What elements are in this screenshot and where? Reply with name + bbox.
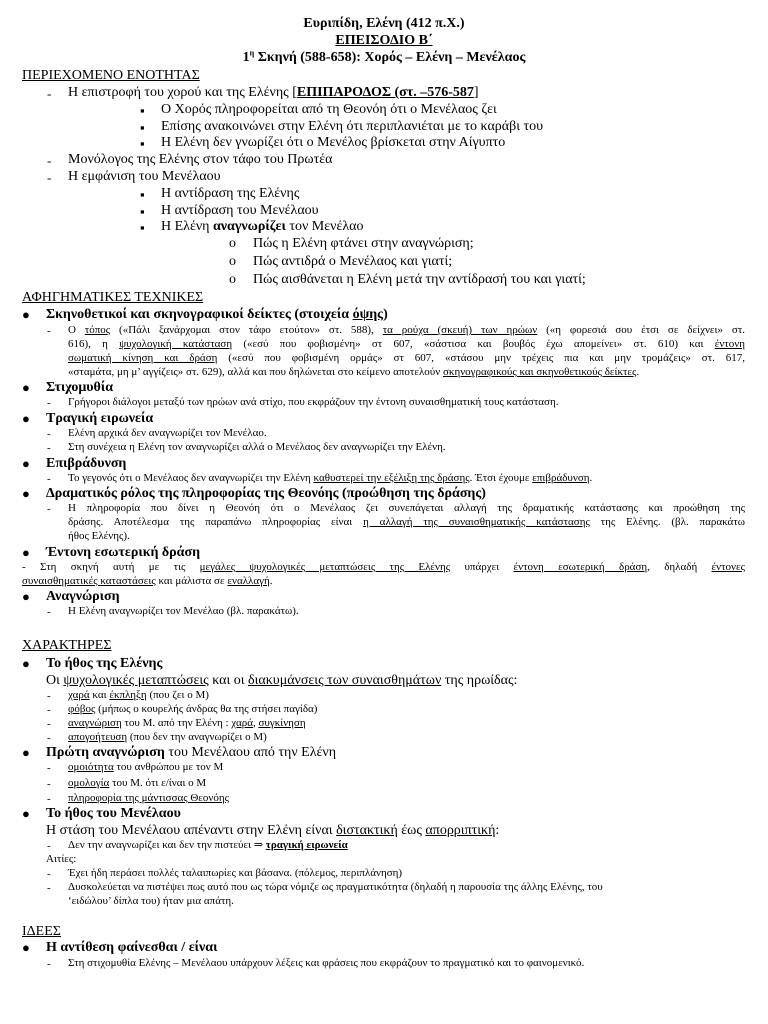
content-subitem: Η Ελένη δεν γνωρίζει ότι ο Μενέλος βρίσκεται στην Αίγυπτο bbox=[161, 135, 506, 150]
text-run-underlined: διακυμάνσεις των συναισθημάτων bbox=[248, 673, 442, 688]
idea-title: Η αντίθεση φαίνεσθαι / είναι bbox=[46, 940, 218, 955]
content-subitem: Επίσης ανακοινώνει στην Ελένη ότι περιπλανιέται με το καράβι του bbox=[161, 119, 544, 134]
text-run-underlined: αναγνώριση bbox=[68, 717, 122, 729]
question-item: Πώς η Ελένη φτάνει στην αναγνώριση; bbox=[253, 236, 474, 251]
circle-bullet: o bbox=[229, 254, 236, 269]
text-run: και bbox=[89, 689, 110, 701]
technique-title: Αναγνώριση bbox=[46, 589, 120, 604]
technique-text-line bbox=[68, 517, 745, 528]
square-bullet: ▪ bbox=[140, 187, 145, 202]
subitem-text: τον Μενέλαο bbox=[285, 219, 364, 234]
text-run-underlined: τόπος bbox=[84, 324, 111, 336]
techniques-heading: ΑΦΗΓΗΜΑΤΙΚΕΣ ΤΕΧΝΙΚΕΣ bbox=[22, 290, 204, 305]
text-run: («Πάλι ξανάρχομαι στον τάφο ετούτον» στ. 588), bbox=[110, 324, 383, 336]
text-run-underlined: σκηνογραφικούς και σκηνοθετικούς δείκτες bbox=[442, 366, 637, 378]
subitem-text: Η Ελένη bbox=[161, 219, 213, 234]
scene-heading bbox=[0, 48, 768, 65]
technique-text-line bbox=[68, 339, 745, 350]
character-text-line bbox=[68, 840, 348, 851]
square-bullet: ▪ bbox=[140, 103, 145, 118]
dash-bullet: - bbox=[47, 762, 51, 774]
round-bullet: ● bbox=[22, 745, 30, 760]
character-text-line bbox=[68, 732, 267, 743]
text-run: 616), η bbox=[68, 338, 120, 350]
text-run-bold-underlined: τραγική ειρωνεία bbox=[265, 839, 348, 851]
content-item-text: Η επιστροφή του χορού και της Ελένης [ bbox=[68, 85, 297, 100]
text-run: του Μ. ότι ε/ίναι ο Μ bbox=[109, 777, 207, 789]
dash-bullet: - bbox=[47, 606, 51, 618]
text-run-underlined: εναλλαγή bbox=[227, 575, 270, 587]
text-run: Ο bbox=[68, 324, 85, 336]
character-text-line: Έχει ήδη περάσει πολλές ταλαιπωρίες και βάσανα. (πόλεμος, περιπλάνηση) bbox=[68, 867, 403, 879]
text-run-underlined: καθυστερεί την εξέλιξη της δράσης bbox=[313, 472, 470, 484]
text-run-underlined: μεγάλες ψυχολογικές μεταπτώσεις της Ελένης bbox=[199, 561, 451, 573]
character-text-line bbox=[68, 762, 223, 773]
text-run: . bbox=[269, 575, 273, 587]
text-run: υπάρχει bbox=[450, 561, 514, 573]
dash-bullet: - bbox=[47, 840, 51, 852]
character-text-line bbox=[68, 718, 306, 729]
text-run-underlined: χαρά bbox=[68, 689, 90, 701]
text-run: της ηρωίδας: bbox=[441, 673, 518, 688]
character-text-line: ‘ειδώλου’ δίπλα του) ήταν μια απάτη. bbox=[68, 895, 234, 907]
technique-title: Επιβράδυνση bbox=[46, 456, 127, 471]
text-run-underlined: έντονες bbox=[711, 561, 745, 573]
technique-text-line: Ελένη αρχικά δεν αναγνωρίζει τον Μενέλαο. bbox=[68, 427, 267, 439]
text-run: Το γεγονός ότι ο Μενέλαος δεν αναγνωρίζει την Ελένη bbox=[68, 472, 314, 484]
dash-bullet: - bbox=[47, 732, 51, 744]
character-text-line bbox=[68, 778, 206, 789]
dash-bullet: - bbox=[47, 170, 52, 185]
content-heading: ΠΕΡΙΕΧΟΜΕΝΟ ΕΝΟΤΗΤΑΣ bbox=[22, 68, 200, 83]
question-item: Πώς αισθάνεται η Ελένη μετά την αντίδρασή του και γιατί; bbox=[253, 272, 586, 287]
text-run-underlined: ομοιότητα bbox=[68, 761, 114, 773]
text-run-underlined: επιβράδυνση bbox=[532, 472, 590, 484]
document-title: Ευριπίδη, Ελένη (412 π.Χ.) bbox=[303, 16, 465, 31]
dash-bullet: - bbox=[47, 704, 51, 716]
technique-text-line bbox=[22, 576, 273, 587]
round-bullet: ● bbox=[22, 806, 30, 821]
text-run-underlined: η αλλαγή της συναισθηματικής κατάστασης bbox=[363, 516, 590, 528]
text-run-underlined: συγκίνηση bbox=[258, 717, 306, 729]
technique-title: Έντονη εσωτερική δράση bbox=[46, 545, 201, 560]
content-item-monologue: Μονόλογος της Ελένης στον τάφο του Πρωτέα bbox=[68, 152, 333, 167]
technique-text-line bbox=[22, 562, 745, 573]
text-run: Η στάση του Μενέλαου απέναντι στην Ελένη είναι bbox=[46, 823, 337, 838]
technique-title bbox=[46, 308, 388, 322]
text-run: (μήπως ο κουρελής άνδρας θα της στήσει παγίδα) bbox=[95, 703, 318, 715]
content-item-return bbox=[68, 86, 479, 100]
technique-text-line: Η πληροφορία που δίνει η Θεονόη ότι ο Μενέλαος ζει συνεπάγεται αλλαγή της δραματικής κατάστασης και προώθηση της bbox=[68, 502, 745, 514]
dash-bullet: - bbox=[47, 868, 51, 880]
text-run-underlined: ψυχολογική κατάσταση bbox=[119, 338, 233, 350]
character-text-line: πληροφορία της μάντισσας Θεονόης bbox=[68, 792, 230, 804]
dash-bullet: - bbox=[47, 86, 52, 101]
text-run: . bbox=[636, 366, 640, 378]
text-run: του Μενέλαου από την Ελένη bbox=[164, 745, 337, 760]
text-run: έως bbox=[397, 823, 426, 838]
round-bullet: ● bbox=[22, 307, 30, 322]
dash-bullet: - bbox=[47, 503, 51, 515]
scene-description: Σκηνή (588-658): Χορός – Ελένη – Μενέλαος bbox=[254, 50, 526, 65]
title-text: Σκηνοθετικοί και σκηνογραφικοί δείκτες (στοιχεία bbox=[46, 307, 353, 322]
dash-bullet: - bbox=[47, 958, 51, 970]
dash-bullet: - bbox=[47, 882, 51, 894]
dash-bullet: - bbox=[47, 442, 51, 454]
square-bullet: ▪ bbox=[140, 136, 145, 151]
content-subitem bbox=[161, 220, 363, 234]
round-bullet: ● bbox=[22, 456, 30, 471]
text-run-underlined: τα ρούχα (σκευή) των ηρώων bbox=[382, 324, 538, 336]
character-title bbox=[46, 746, 336, 760]
causes-label: Αιτίες: bbox=[46, 853, 77, 865]
circle-bullet: o bbox=[229, 236, 236, 251]
round-bullet: ● bbox=[22, 589, 30, 604]
technique-text-line: Στη συνέχεια η Ελένη τον αναγνωρίζει αλλά ο Μενέλαος δεν αναγνωρίζει την Ελένη. bbox=[68, 441, 446, 453]
technique-text-line: ήθος Ελένης). bbox=[68, 530, 130, 542]
round-bullet: ● bbox=[22, 411, 30, 426]
title-text: ) bbox=[383, 307, 388, 322]
text-run-underlined: έκπληξη bbox=[109, 689, 147, 701]
text-run: Οι bbox=[46, 673, 64, 688]
text-run-underlined: ομολογία bbox=[68, 777, 110, 789]
episode-heading: ΕΠΕΙΣΟΔΙΟ Β΄ bbox=[335, 33, 433, 48]
character-intro bbox=[46, 824, 499, 838]
dash-bullet: - bbox=[47, 473, 51, 485]
title-underlined: όψης bbox=[352, 307, 384, 322]
square-bullet: ▪ bbox=[140, 220, 145, 235]
text-run: «σταμάτα, μη μ’ αγγίζεις» στ. 629), αλλά και που δηλώνεται στο κείμενο αποτελούν bbox=[68, 366, 443, 378]
text-run: , δηλαδή bbox=[647, 561, 712, 573]
dash-bullet: - bbox=[47, 793, 51, 805]
technique-title: Τραγική ειρωνεία bbox=[46, 411, 154, 426]
text-run-underlined: απογοήτευση bbox=[68, 731, 128, 743]
text-run-underlined: συναισθηματικές καταστάσεις bbox=[22, 575, 156, 587]
text-run: (που ζει ο Μ) bbox=[146, 689, 209, 701]
text-run-underlined: σωματική κίνηση και δράση bbox=[68, 352, 218, 364]
character-text-line bbox=[68, 690, 209, 701]
text-run: (που δεν την αναγνωρίζει ο Μ) bbox=[127, 731, 267, 743]
text-run-underlined: φόβος bbox=[68, 703, 96, 715]
dash-bullet: - bbox=[47, 428, 51, 440]
scene-number: 1 bbox=[242, 50, 250, 65]
text-run: Δεν την αναγνωρίζει και δεν την πιστεύει ⇒ bbox=[68, 839, 266, 851]
dash-bullet: - bbox=[47, 325, 51, 337]
text-run: και μάλιστα σε bbox=[155, 575, 228, 587]
text-run: του Μ. από την Ελένη : bbox=[121, 717, 232, 729]
content-subitem: Η αντίδραση του Μενέλαου bbox=[161, 203, 319, 218]
technique-text-line: Γρήγοροι διάλογοι μεταξύ των ηρώων ανά στίχο, που εκφράζουν την έντονη συναισθηματική τους κατάσταση. bbox=[68, 396, 559, 408]
dash-bullet: - bbox=[47, 778, 51, 790]
content-subitem: Η αντίδραση της Ελένης bbox=[161, 186, 300, 201]
round-bullet: ● bbox=[22, 380, 30, 395]
technique-title: Στιχομυθία bbox=[46, 380, 114, 395]
square-bullet: ▪ bbox=[140, 120, 145, 135]
dash-bullet: - bbox=[47, 397, 51, 409]
text-run: δράσης. Αποτέλεσμα της παραπάνω πληροφορίας είναι bbox=[68, 516, 364, 528]
idea-text-line: Στη στιχομυθία Ελένης – Μενέλαου υπάρχουν λέξεις και φράσεις που εκφράζουν το πραγματικό και το φαινομενικό. bbox=[68, 957, 585, 969]
text-run: του ανθρώπου με τον Μ bbox=[113, 761, 224, 773]
text-run: - Στη σκηνή αυτή με τις bbox=[22, 561, 200, 573]
circle-bullet: o bbox=[229, 272, 236, 287]
characters-heading: ΧΑΡΑΚΤΗΡΕΣ bbox=[22, 638, 112, 653]
text-run: : bbox=[495, 823, 500, 838]
text-run: και οι bbox=[208, 673, 249, 688]
character-intro bbox=[46, 674, 517, 688]
text-run-underlined: διστακτική bbox=[336, 823, 398, 838]
question-item: Πώς αντιδρά ο Μενέλαος και γιατί; bbox=[253, 254, 453, 269]
text-run-underlined: έντονη bbox=[714, 338, 745, 350]
text-run: («εσύ που φοβισμένη ορμάς» στ 607, «στάσου μην τρέχεις πια και μην τρομάζεις» στ. 617, bbox=[217, 352, 745, 364]
text-run: («εσύ που φοβισμένη» στ 607, «σάστισα και βουβός έχω απομείνει» στ. 610) και bbox=[232, 338, 715, 350]
text-run: της Ελένης. (βλ. παρακάτω bbox=[589, 516, 745, 528]
text-run-bold: Πρώτη αναγνώριση bbox=[46, 745, 165, 760]
content-item-appearance: Η εμφάνιση του Μενέλαου bbox=[68, 169, 221, 184]
character-title: Το ήθος του Μενέλαου bbox=[46, 806, 181, 821]
technique-title: Δραματικός ρόλος της πληροφορίας της Θεονόης (προώθηση της δράσης) bbox=[46, 486, 486, 501]
character-text-line: Δυσκολεύεται να πιστέψει πως αυτό που ως τώρα νόμιζε ως πραγματικότητα (δηλαδή η παρουσία της άλλης Ελένης, του bbox=[68, 881, 603, 893]
dash-bullet: - bbox=[47, 153, 52, 168]
technique-text-line: Η Ελένη αναγνωρίζει τον Μενέλαο (βλ. παρακάτω). bbox=[68, 605, 299, 617]
technique-text-line bbox=[68, 367, 639, 378]
character-title: Το ήθος της Ελένης bbox=[46, 656, 163, 671]
round-bullet: ● bbox=[22, 486, 30, 501]
dash-bullet: - bbox=[47, 690, 51, 702]
character-text-line bbox=[68, 704, 317, 715]
text-run-underlined: απορριπτική bbox=[425, 823, 496, 838]
dash-bullet: - bbox=[47, 718, 51, 730]
round-bullet: ● bbox=[22, 656, 30, 671]
content-subitem: Ο Χορός πληροφορείται από τη Θεονόη ότι ο Μενέλαος ζει bbox=[161, 102, 497, 117]
scene-superscript: η bbox=[249, 48, 255, 58]
recognizes-bold: αναγνωρίζει bbox=[212, 219, 286, 234]
text-run: . Έτσι έχουμε bbox=[469, 472, 533, 484]
round-bullet: ● bbox=[22, 940, 30, 955]
technique-text-line bbox=[68, 325, 745, 336]
square-bullet: ▪ bbox=[140, 204, 145, 219]
text-run-underlined: έντονη εσωτερική δράση bbox=[513, 561, 648, 573]
bracket-close: ] bbox=[473, 85, 479, 100]
round-bullet: ● bbox=[22, 545, 30, 560]
text-run-underlined: ψυχολογικές μεταπτώσεις bbox=[63, 673, 209, 688]
text-run: («η φορεσιά σου έτσι σε δείχνει» στ. bbox=[537, 324, 745, 336]
text-run: . bbox=[589, 472, 593, 484]
text-run: , bbox=[252, 717, 259, 729]
text-run-underlined: χαρά bbox=[231, 717, 253, 729]
ideas-heading: ΙΔΕΕΣ bbox=[22, 924, 61, 939]
epiparodos-label: ΕΠΙΠΑΡΟΔΟΣ (στ. –576-587 bbox=[296, 85, 474, 100]
technique-text-line bbox=[68, 473, 592, 484]
technique-text-line bbox=[68, 353, 745, 364]
